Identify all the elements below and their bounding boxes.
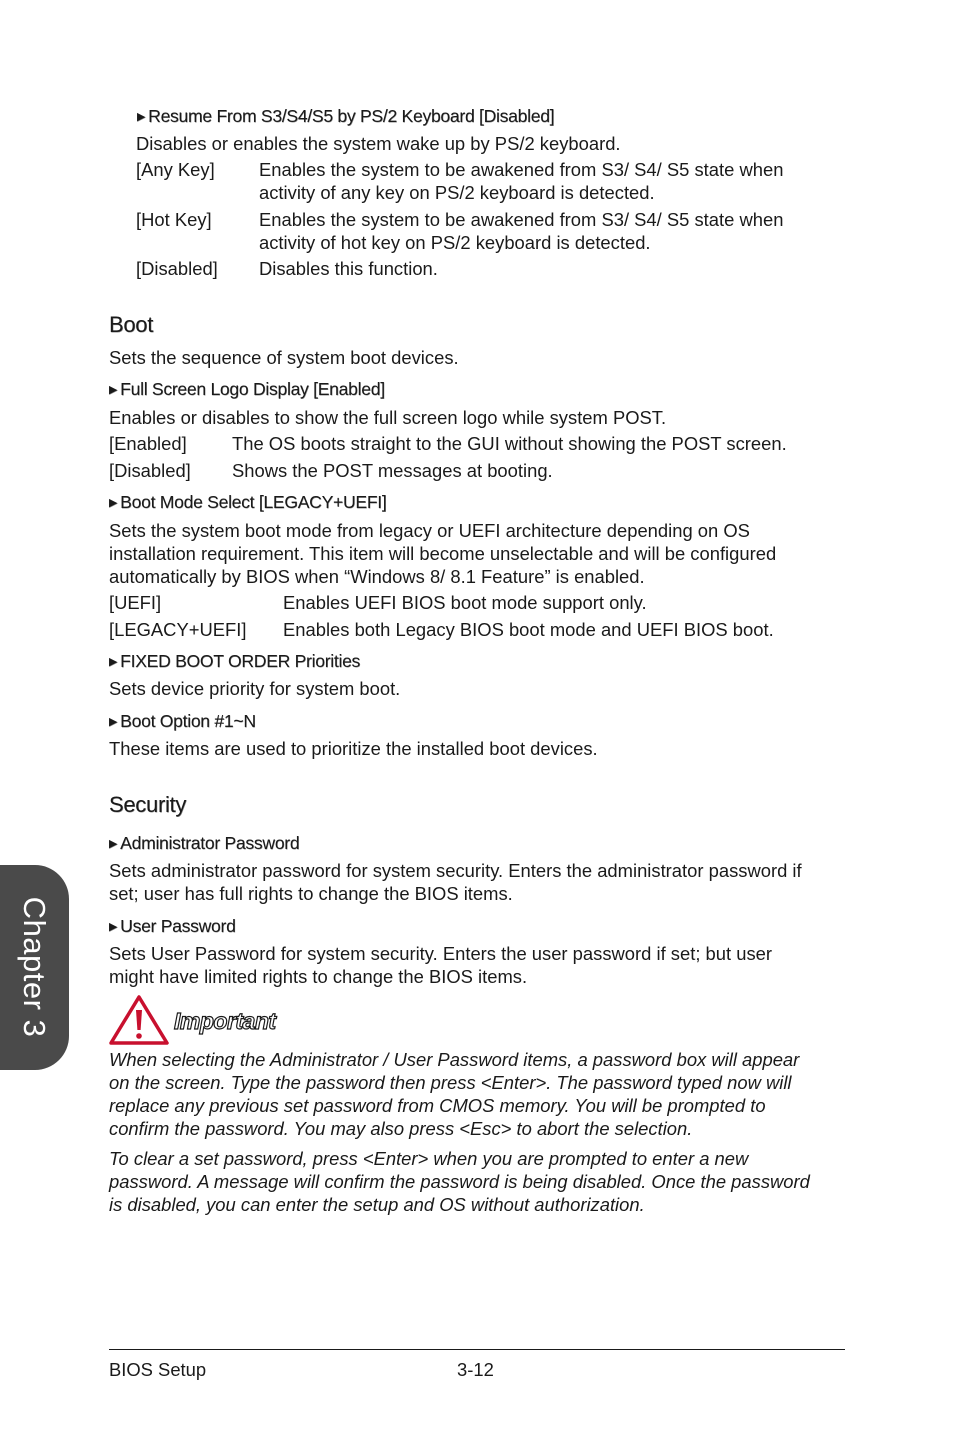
option-text: activity of hot key on PS/2 keyboard is detected. [259,232,651,253]
boot-option-description: These items are used to prioritize the installed boot devices. [109,738,598,759]
triangle-bullet-icon: ▶ [109,497,118,509]
option-text: activity of any key on PS/2 keyboard is detected. [259,182,655,203]
user-password-heading [109,915,236,938]
triangle-bullet-icon: ▶ [109,716,118,728]
option-text: Enables the system to be awakened from S3/ S4/ S5 state when [259,159,784,180]
option-key: [LEGACY+UEFI] [109,619,247,640]
option-key: [Hot Key] [136,209,212,230]
user-password-heading-text: User Password [120,916,236,936]
important-note: on the screen. Type the password then press <Enter>. The password typed now will [109,1072,792,1093]
boot-mode-description: installation requirement. This item will become unselectable and will be configured [109,543,777,564]
security-section-title: Security [109,792,187,817]
fixed-boot-order-heading-text: FIXED BOOT ORDER Priorities [120,651,361,671]
option-key: [Any Key] [136,159,215,180]
admin-password-description: set; user has full rights to change the BIOS items. [109,883,513,904]
option-text: Enables both Legacy BIOS boot mode and UEFI BIOS boot. [283,619,774,640]
resume-ps2-heading-text: Resume From S3/S4/S5 by PS/2 Keyboard [Disabled] [148,106,555,126]
triangle-bullet-icon: ▶ [109,384,118,396]
important-note: password. A message will confirm the password is being disabled. Once the password [109,1171,810,1192]
user-password-description: Sets User Password for system security. Enters the user password if set; but user [109,943,772,964]
fixed-boot-order-description: Sets device priority for system boot. [109,678,401,699]
boot-section-title: Boot [109,312,154,337]
triangle-bullet-icon: ▶ [109,921,118,933]
option-text: Shows the POST messages at booting. [232,460,553,481]
boot-mode-heading-text: Boot Mode Select [LEGACY+UEFI] [120,492,387,512]
boot-mode-description: automatically by BIOS when “Windows 8/ 8.1 Feature” is enabled. [109,566,645,587]
boot-mode-description: Sets the system boot mode from legacy or UEFI architecture depending on OS [109,520,750,541]
option-text: The OS boots straight to the GUI without showing the POST screen. [232,433,787,454]
option-key: [UEFI] [109,592,162,613]
important-note: confirm the password. You may also press <Esc> to abort the selection. [109,1118,693,1139]
boot-option-heading [109,710,256,733]
option-text: Enables the system to be awakened from S3/ S4/ S5 state when [259,209,784,230]
triangle-bullet-icon: ▶ [109,656,118,668]
important-note: When selecting the Administrator / User Password items, a password box will appear [109,1049,800,1070]
option-key: [Enabled] [109,433,187,454]
boot-description: Sets the sequence of system boot devices. [109,347,459,368]
full-screen-logo-heading-text: Full Screen Logo Display [Enabled] [120,379,385,399]
important-note: is disabled, you can enter the setup and OS without authorization. [109,1194,645,1215]
full-screen-logo-heading [109,378,385,401]
important-note: To clear a set password, press <Enter> when you are prompted to enter a new [109,1148,749,1169]
admin-password-heading [109,832,299,855]
full-screen-logo-description: Enables or disables to show the full screen logo while system POST. [109,407,667,428]
triangle-bullet-icon: ▶ [137,111,146,123]
admin-password-heading-text: Administrator Password [120,833,300,853]
footer-title: BIOS Setup [109,1359,207,1380]
important-label: Important [174,1008,276,1034]
resume-ps2-heading [137,105,554,128]
boot-mode-heading [109,491,386,514]
triangle-bullet-icon: ▶ [109,838,118,850]
option-key: [Disabled] [109,460,191,481]
resume-ps2-description: Disables or enables the system wake up by PS/2 keyboard. [136,133,621,154]
admin-password-description: Sets administrator password for system security. Enters the administrator password if [109,860,802,881]
fixed-boot-order-heading [109,650,360,673]
footer-divider [109,1349,845,1350]
option-key: [Disabled] [136,258,218,279]
boot-option-heading-text: Boot Option #1~N [120,711,256,731]
important-note: replace any previous set password from CMOS memory. You will be prompted to [109,1095,766,1116]
option-text: Disables this function. [259,258,438,279]
option-text: Enables UEFI BIOS boot mode support only. [283,592,647,613]
warning-triangle-icon [108,994,170,1046]
page-number: 3-12 [457,1359,494,1380]
user-password-description: might have limited rights to change the BIOS items. [109,966,528,987]
chapter-tab-label: Chapter 3 [17,896,52,1038]
